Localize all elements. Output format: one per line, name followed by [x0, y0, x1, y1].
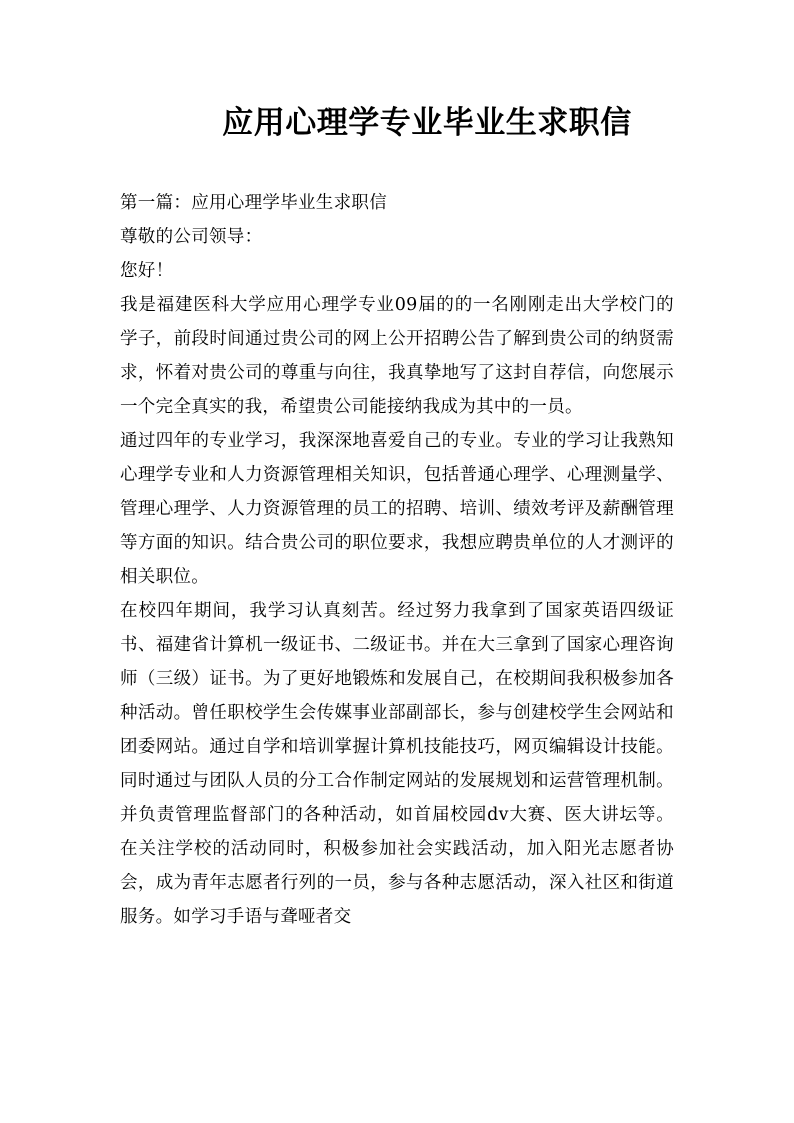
document-title: 应用心理学专业毕业生求职信: [222, 105, 632, 141]
greeting: 您好！: [120, 261, 174, 281]
document-body: [120, 186, 674, 934]
body-paragraph-introduction: 我是福建医科大学应用心理学专业09届的的一名刚刚走出大学校门的学子，前段时间通过贵公司的网上公开招聘公告了解到贵公司的纳贤需求，怀着对贵公司的尊重与向往，我真挚地写了这封自荐信，向您展示一个完全真实的我，希望贵公司能接纳我成为其中的一员。: [120, 295, 674, 417]
body-paragraph-studies: 通过四年的专业学习，我深深地喜爱自己的专业。专业的学习让我熟知心理学专业和人力资源管理相关知识，包括普通心理学、心理测量学、管理心理学、人力资源管理的员工的招聘、培训、绩效考评及薪酬管理等方面的知识。结合贵公司的职位要求，我想应聘贵单位的人才测评的相关职位。: [120, 431, 674, 587]
body-paragraph-activities: 在校四年期间，我学习认真刻苦。经过努力我拿到了国家英语四级证书、福建省计算机一级证书、二级证书。并在大三拿到了国家心理咨询师（三级）证书。为了更好地锻炼和发展自己，在校期间我积极参加各种活动。曾任职校学生会传媒事业部副部长，参与创建校学生会网站和团委网站。通过自学和培训掌握计算机技能技巧，网页编辑设计技能。同时通过与团队人员的分工合作制定网站的发展规划和运营管理机制。并负责管理监督部门的各种活动，如首届校园dv大赛、医大讲坛等。在关注学校的活动同时，积极参加社会实践活动，加入阳光志愿者协会，成为青年志愿者行列的一员，参与各种志愿活动，深入社区和街道服务。如学习手语与聋哑者交: [120, 601, 674, 927]
section-heading: 第一篇：应用心理学毕业生求职信: [120, 193, 387, 213]
salutation: 尊敬的公司领导：: [120, 227, 263, 247]
